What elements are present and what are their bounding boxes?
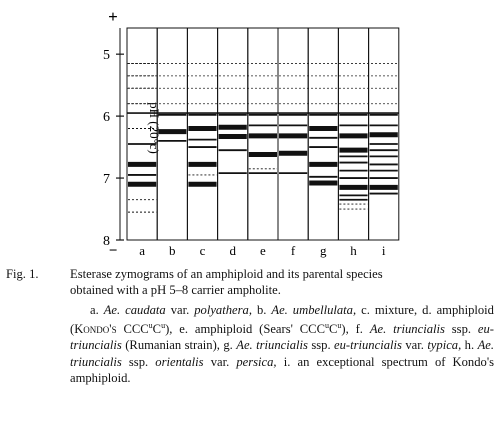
figure-label: Fig. 1. (6, 267, 39, 281)
legend-b: b. Ae. umbellulata, (256, 302, 357, 317)
caption-title-line-2: obtained with a pH 5–8 carrier ampholite. (70, 283, 281, 298)
cathode-marker: − (108, 243, 118, 259)
caption-title-line-1: Esterase zymograms of an amphiploid and its parental species (70, 267, 383, 281)
anode-marker: + (108, 7, 118, 26)
y-axis-ticks (103, 28, 124, 249)
figure-caption (6, 266, 494, 386)
lane-d (218, 28, 248, 240)
y-tick-label: 7 (103, 172, 110, 188)
lane-label-e: e (260, 243, 266, 258)
caption-legend (6, 302, 494, 387)
y-tick-label: 8 (103, 234, 110, 249)
gel-lanes (127, 28, 399, 240)
lane-label-c: c (199, 243, 206, 258)
y-tick-label: 5 (103, 48, 110, 64)
lane-label-f: f (290, 243, 296, 258)
lane-c (187, 28, 217, 240)
legend-f: f. Ae. triuncialis ssp. eu-triuncialis (Rumanian strain), (70, 322, 494, 353)
lane-label-b: b (169, 243, 176, 258)
lane-labels (139, 243, 386, 258)
lane-label-d: d (229, 243, 236, 258)
lane-g (308, 28, 338, 240)
lane-label-g: g (320, 243, 327, 258)
legend-a: a. Ae. caudata var. polyathera, (90, 302, 252, 317)
lane-label-a: a (139, 243, 145, 258)
legend-g: g. Ae. triuncialis ssp. eu-triuncialis var. typica, (223, 338, 462, 353)
lane-label-h: h (350, 243, 357, 258)
lane-label-i: i (381, 243, 386, 258)
y-tick-label: 6 (103, 110, 110, 126)
legend-i: i. an exceptional spectrum of Kondo's amphiploid. (70, 354, 494, 385)
legend-e: e. amphiploid (Sears' $CCC^uC^u$), (179, 320, 349, 337)
y-axis-label: pH (20°c) (147, 102, 162, 154)
legend-c: c. mixture, (361, 302, 418, 317)
legend-d: d. amphiploid (Kondo's $CCC^uC^u$), (70, 302, 494, 337)
legend-h: h. Ae. triuncialis ssp. orientalis var. persica, (70, 338, 494, 369)
